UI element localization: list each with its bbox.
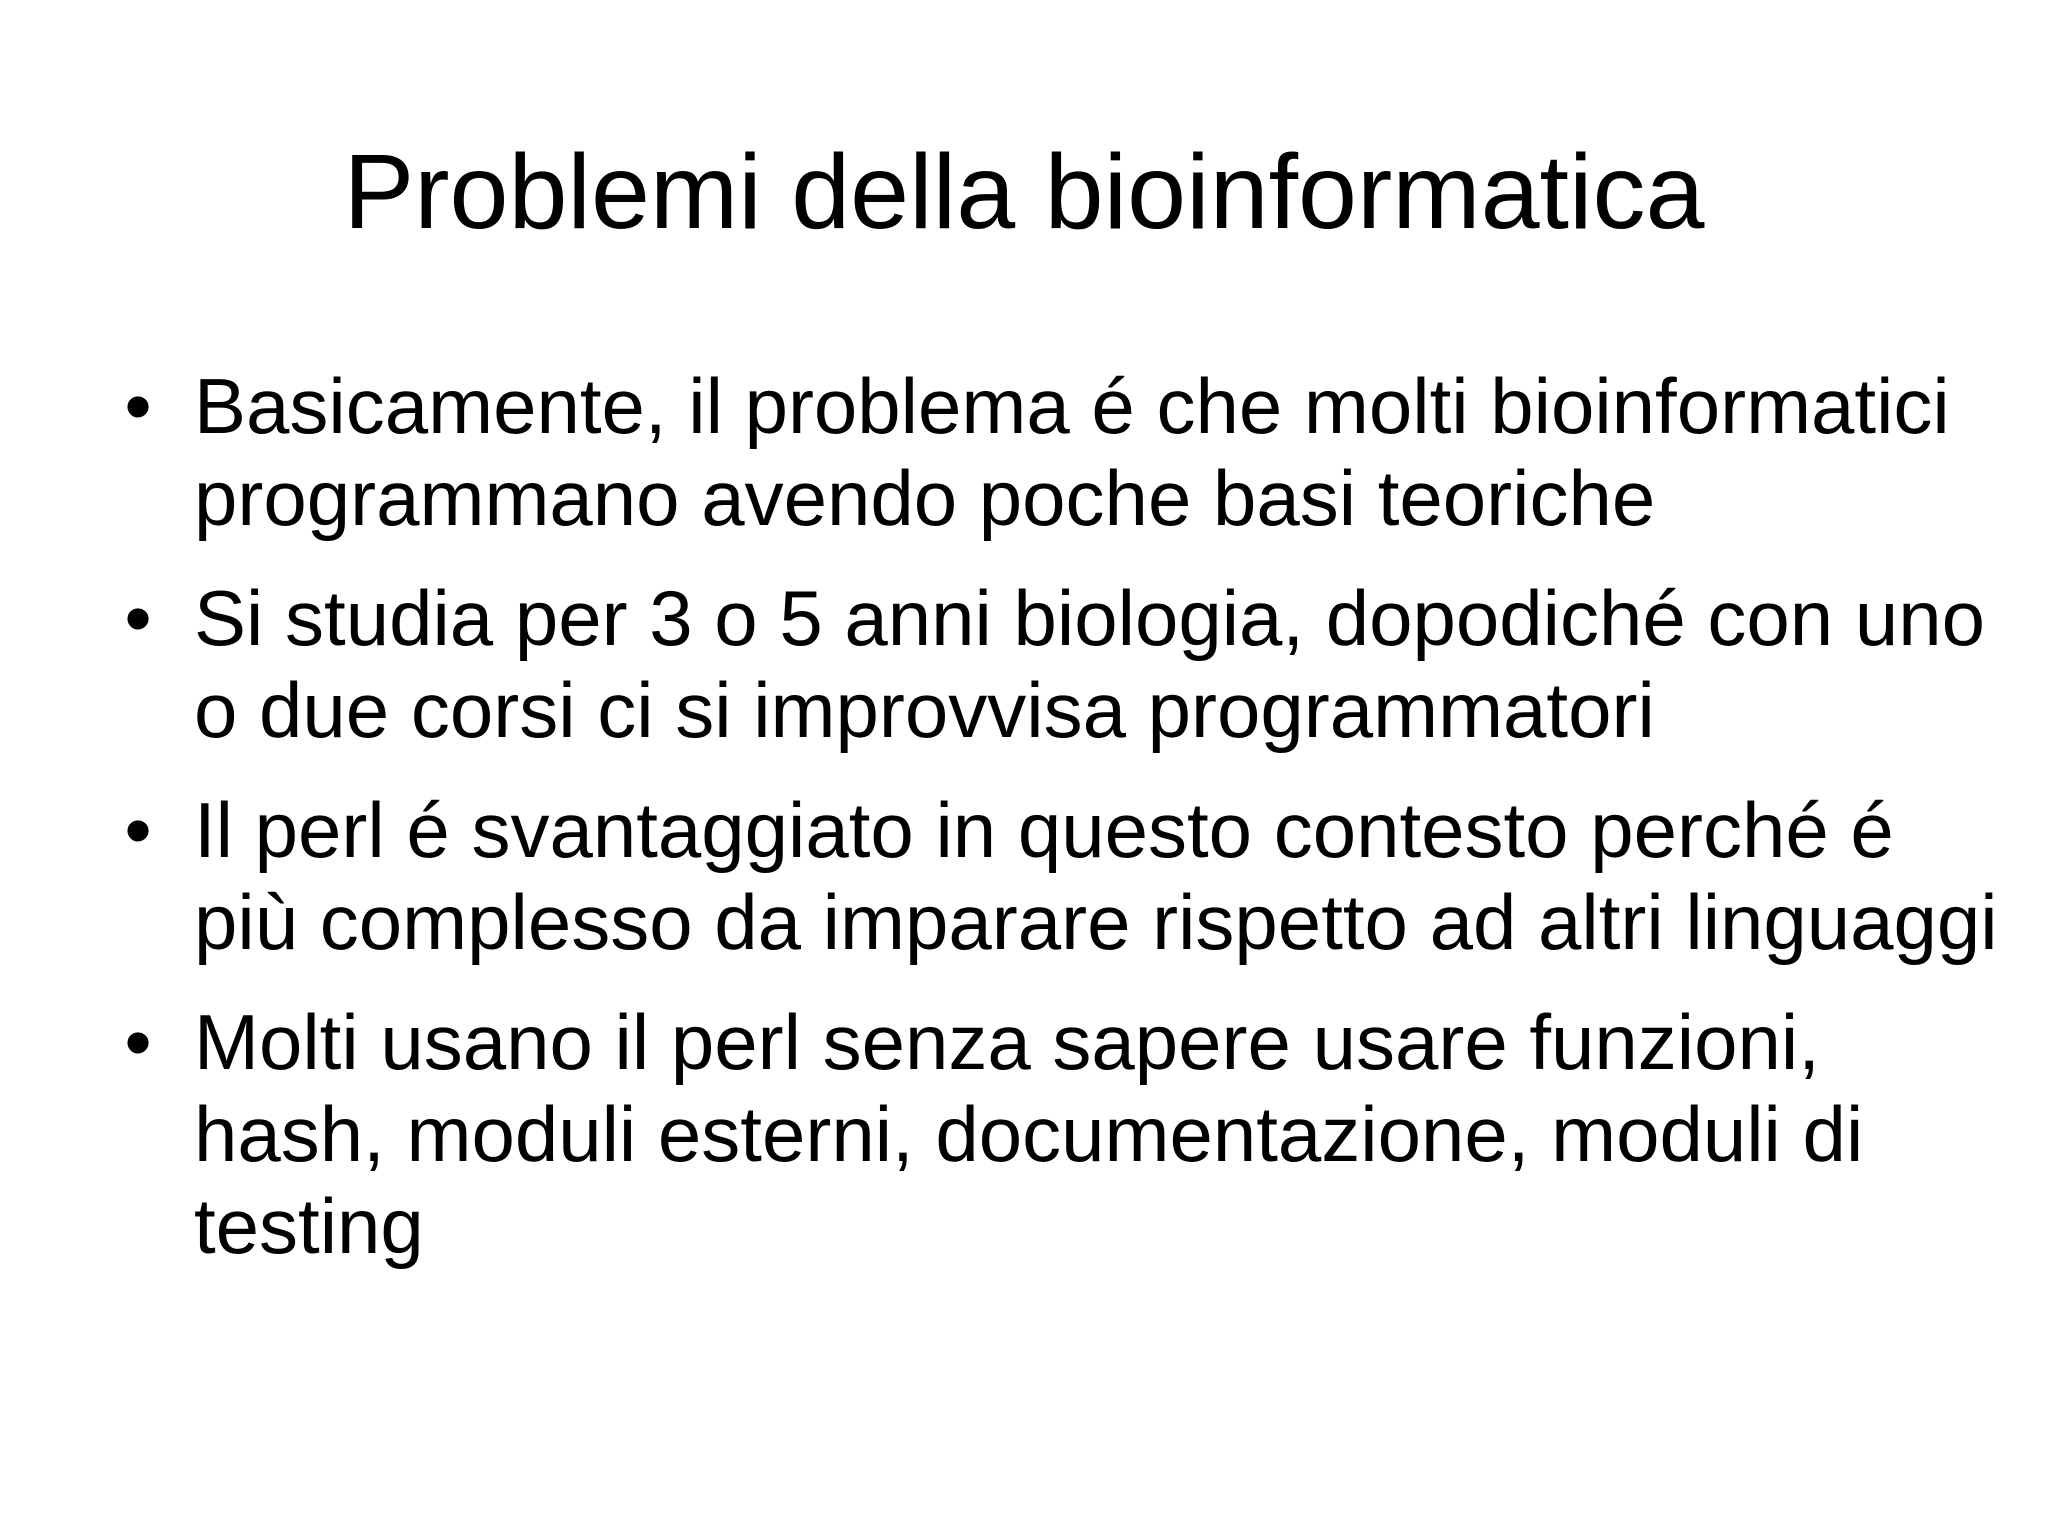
bullet-item xyxy=(118,572,1998,756)
bullet-list xyxy=(118,360,1998,1300)
bullet-text: Basicamente, il problema é che molti bioinformatici programmano avendo poche basi teoriche xyxy=(194,362,1950,542)
bullet-item xyxy=(118,360,1998,544)
bullet-text: Si studia per 3 o 5 anni biologia, dopodiché con uno o due corsi ci si improvvisa programmatori xyxy=(194,574,1985,754)
bullet-icon: • xyxy=(124,786,152,874)
bullet-item xyxy=(118,996,1998,1272)
bullet-icon: • xyxy=(124,574,152,662)
bullet-item xyxy=(118,784,1998,968)
bullet-icon: • xyxy=(124,362,152,450)
bullet-text: Il perl é svantaggiato in questo contesto perché é più complesso da imparare rispetto ad altri linguaggi xyxy=(194,786,1998,966)
bullet-text: Molti usano il perl senza sapere usare funzioni, hash, moduli esterni, documentazione, moduli di testing xyxy=(194,998,1864,1270)
bullet-icon: • xyxy=(124,998,152,1086)
slide-title: Problemi della bioinformatica xyxy=(343,133,1705,251)
